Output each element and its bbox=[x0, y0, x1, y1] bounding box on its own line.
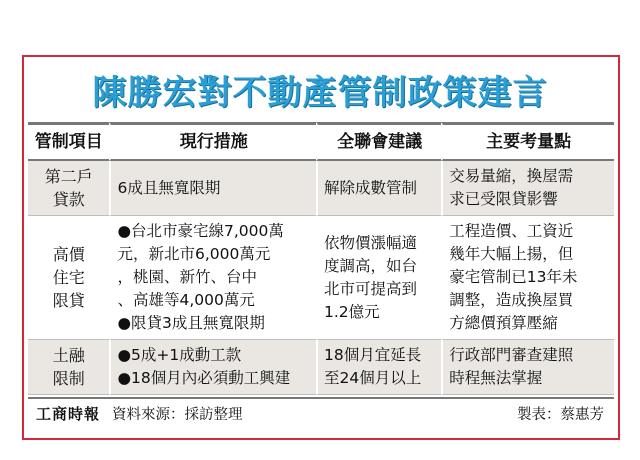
cell-line: 限制 bbox=[52, 369, 85, 388]
cell-line: 幾年大幅上揚，但 bbox=[449, 245, 574, 263]
cell-line: 調整，造成換屋買 bbox=[449, 291, 574, 309]
cell-line: 1.2億元 bbox=[324, 302, 380, 321]
cell-proposal bbox=[316, 216, 441, 340]
cell-consideration bbox=[441, 216, 614, 340]
cell-line: 限貸 bbox=[52, 291, 85, 310]
cell-line: ●限貸3成且無寬限期 bbox=[117, 314, 265, 332]
cell-line: 第二戶 bbox=[44, 167, 93, 186]
cell-line: 求已受限貸影響 bbox=[449, 190, 558, 208]
cell-proposal bbox=[316, 161, 441, 216]
cell-line: 6成且無寬限期 bbox=[117, 178, 221, 197]
header-item: 管制項目 bbox=[28, 122, 109, 161]
table-row bbox=[28, 161, 614, 216]
table-row bbox=[28, 216, 614, 340]
cell-line: 度調高，如台 bbox=[324, 256, 418, 275]
cell-line: 土融 bbox=[52, 346, 85, 365]
cell-line: 解除成數管制 bbox=[324, 178, 418, 197]
cell-line: ，桃園、新竹、台中 bbox=[117, 268, 257, 286]
cell-line: 住宅 bbox=[52, 268, 85, 287]
table-row bbox=[28, 340, 614, 395]
cell-current bbox=[109, 161, 316, 216]
cell-line: 元，新北市6,000萬元 bbox=[117, 245, 271, 263]
table-bottom-rule bbox=[28, 397, 614, 399]
cell-item bbox=[28, 216, 109, 340]
cell-current bbox=[109, 216, 316, 340]
cell-line: 、高雄等4,000萬元 bbox=[117, 291, 255, 309]
cell-line: 時程無法掌握 bbox=[449, 369, 543, 387]
source-note: 資料來源：採訪整理 bbox=[112, 407, 243, 423]
cell-consideration bbox=[441, 161, 614, 216]
cell-line: 豪宅管制已13年未 bbox=[449, 268, 578, 286]
cell-line: ●5成+1成動工款 bbox=[117, 346, 242, 364]
maker-credit: 製表：蔡惠芳 bbox=[517, 407, 604, 423]
header-current: 現行措施 bbox=[109, 122, 316, 161]
cell-line: 方總價預算壓縮 bbox=[449, 314, 558, 332]
cell-line: 工程造價、工資近 bbox=[449, 222, 574, 240]
cell-line: 行政部門審查建照 bbox=[449, 346, 574, 364]
cell-line: 至24個月以上 bbox=[324, 369, 422, 387]
infographic-title: 陳勝宏對不動產管制政策建言 bbox=[92, 73, 548, 113]
cell-line: 貸款 bbox=[52, 190, 85, 209]
cell-line: 北市可提高到 bbox=[324, 279, 418, 298]
newspaper-logo: 工商時報 bbox=[36, 405, 101, 423]
table-header-row bbox=[28, 122, 614, 161]
header-proposal: 全聯會建議 bbox=[316, 122, 441, 161]
cell-consideration bbox=[441, 340, 614, 395]
header-consideration: 主要考量點 bbox=[441, 122, 614, 161]
cell-proposal bbox=[316, 340, 441, 395]
cell-line: ●台北市豪宅線7,000萬 bbox=[117, 222, 284, 240]
cell-line: 交易量縮，換屋需 bbox=[449, 167, 574, 185]
cell-item bbox=[28, 340, 109, 395]
policy-table bbox=[28, 122, 614, 395]
cell-line: 18個月宜延長 bbox=[324, 346, 422, 364]
cell-line: ●18個月內必須動工興建 bbox=[117, 369, 291, 387]
cell-item bbox=[28, 161, 109, 216]
cell-line: 依物價漲幅適 bbox=[324, 233, 418, 252]
cell-current bbox=[109, 340, 316, 395]
cell-line: 高價 bbox=[52, 245, 85, 264]
